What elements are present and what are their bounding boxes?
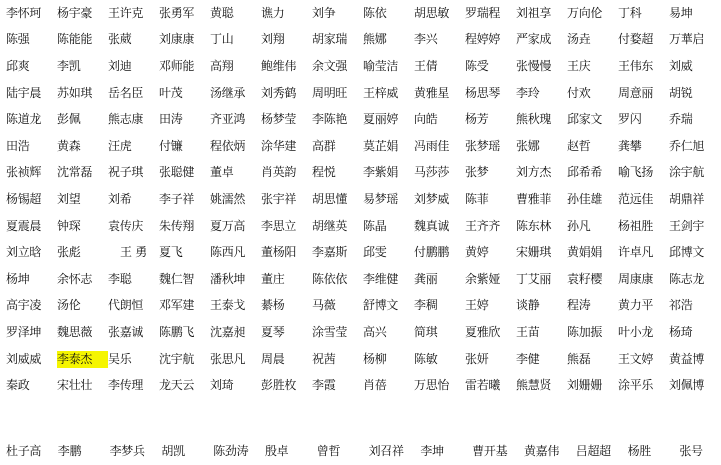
- name-cell: 赵哲: [567, 138, 591, 153]
- bottom-name-cell: 杜子高: [6, 443, 42, 458]
- name-cell: 邱博文: [669, 245, 705, 260]
- name-cell: 马莎莎: [414, 165, 450, 180]
- name-cell: 简琪: [414, 324, 438, 339]
- name-cell: 魏真诚: [414, 218, 450, 233]
- name-cell: 陈加振: [567, 324, 603, 339]
- name-cell: 杨梦莹: [261, 112, 297, 127]
- bottom-name-cell: 黄嘉伟: [523, 443, 560, 458]
- name-cell: 胡继英: [312, 218, 348, 233]
- name-cell: 舒博文: [363, 298, 399, 313]
- name-cell: 熊秋瑰: [516, 112, 552, 127]
- grid-row: [6, 133, 721, 160]
- name-cell: 邱家文: [567, 112, 603, 127]
- name-cell: 丁艾丽: [516, 271, 552, 286]
- bottom-name-cell: 刘召祥: [368, 443, 404, 458]
- name-cell: 余紫娅: [465, 271, 501, 286]
- name-cell: 李稠: [414, 298, 438, 313]
- name-cell: 李紫娟: [363, 165, 399, 180]
- name-cell: 李霞: [312, 378, 336, 393]
- name-cell: 邱希希: [567, 165, 603, 180]
- name-cell: 代朗恒: [108, 298, 144, 313]
- name-cell: 张娜: [516, 138, 540, 153]
- name-cell: 王婷: [465, 298, 489, 313]
- name-cell: 邓师能: [159, 58, 195, 73]
- name-cell: 刘祖享: [516, 5, 552, 20]
- name-cell: 沈常磊: [57, 165, 93, 180]
- name-cell: 沈宇航: [159, 351, 195, 366]
- name-cell: 付镰: [159, 138, 183, 153]
- name-cell: 冯雨佳: [414, 138, 450, 153]
- name-cell: 胡鼎祥: [669, 191, 705, 206]
- name-cell: 王剑宇: [669, 218, 705, 233]
- name-cell: 雷若曦: [465, 378, 501, 393]
- name-cell: 王苗: [516, 324, 540, 339]
- name-cell: 邓军建: [159, 298, 195, 313]
- name-cell: 李健: [516, 351, 540, 366]
- name-cell: 李凯: [57, 58, 81, 73]
- name-cell: 宋壮壮: [57, 378, 93, 393]
- name-cell: 王伟东: [618, 58, 654, 73]
- name-cell: 王梓威: [363, 85, 399, 100]
- name-cell: 熊志康: [108, 112, 144, 127]
- name-cell: 熊娜: [363, 32, 387, 47]
- name-cell: 李子祥: [159, 191, 195, 206]
- name-cell: 王齐齐: [465, 218, 501, 233]
- name-cell: 丁科: [618, 5, 642, 20]
- grid-row: [6, 0, 721, 27]
- name-cell: 宋姗琪: [516, 245, 552, 260]
- name-cell: 李嘉斯: [312, 245, 348, 260]
- name-cell: 苏如琪: [57, 85, 93, 100]
- name-cell: 周晨: [261, 351, 285, 366]
- name-cell: 张葳: [108, 32, 132, 47]
- grid-row: [6, 106, 721, 133]
- name-cell: 刘秀鹤: [261, 85, 297, 100]
- name-cell: 易坤: [669, 5, 693, 20]
- name-cell: 刘立晗: [6, 245, 42, 260]
- name-cell: 熊慧贤: [516, 378, 552, 393]
- name-cell: 祝子琪: [108, 165, 144, 180]
- grid-row: [6, 53, 721, 80]
- grid-row: [6, 293, 721, 320]
- name-cell: 魏仁智: [159, 271, 195, 286]
- grid-row: [6, 266, 721, 293]
- name-cell: 邱雯: [363, 245, 387, 260]
- name-cell: 杨坤: [6, 271, 30, 286]
- name-cell: 陈受: [465, 58, 489, 73]
- bottom-name-cell: 陈劲涛: [213, 443, 249, 458]
- name-cell: 易梦瑶: [363, 191, 399, 206]
- name-cell: 张彪: [57, 245, 81, 260]
- bottom-name-cell: 曾哲: [316, 443, 341, 458]
- name-cell: 汤伦: [57, 298, 81, 313]
- name-cell: 程依炳: [210, 138, 246, 153]
- name-cell: 钟琛: [57, 218, 81, 233]
- name-cell: 肖蓓: [363, 378, 387, 393]
- name-cell: 莫芷娟: [363, 138, 399, 153]
- name-cell: 张嘉诚: [108, 324, 144, 339]
- name-cell: 罗泽坤: [6, 324, 42, 339]
- name-cell: 汤垚: [567, 32, 591, 47]
- name-cell: 姚濡然: [210, 191, 246, 206]
- name-cell: 罗闪: [618, 112, 642, 127]
- name-cell: 綦杨: [261, 298, 285, 313]
- name-cell: 陈强: [6, 32, 30, 47]
- name-cell: 黄婷: [465, 245, 489, 260]
- name-cell: 刘威: [669, 58, 693, 73]
- name-cell: 邱爽: [6, 58, 30, 73]
- name-cell: 万華启: [669, 32, 705, 47]
- name-cell: 涂平乐: [618, 378, 654, 393]
- name-cell: 刘迪: [108, 58, 132, 73]
- name-cell: 付欢: [567, 85, 591, 100]
- name-cell: 王许克: [108, 5, 144, 20]
- name-cell: 向皓: [414, 112, 438, 127]
- name-cell: 付婺超: [618, 32, 654, 47]
- name-cell: 余文强: [312, 58, 348, 73]
- name-cell: 程婷婷: [465, 32, 501, 47]
- name-cell: 李陈艳: [312, 112, 348, 127]
- name-cell: 夏琴: [261, 324, 285, 339]
- name-cell: 刘琦: [210, 378, 234, 393]
- name-cell: 吴乐: [108, 351, 132, 366]
- name-cell: 谯力: [261, 5, 285, 20]
- name-cell: 李聪: [108, 271, 132, 286]
- name-cell: 丁山: [210, 32, 234, 47]
- grid-row: [6, 160, 721, 187]
- name-cell: 杨宇豪: [57, 5, 93, 20]
- name-cell: 乔仁旭: [669, 138, 705, 153]
- name-cell: 叶茂: [159, 85, 183, 100]
- name-cell: 陈西凡: [210, 245, 246, 260]
- name-cell: 杨柳: [363, 351, 387, 366]
- name-cell: 胡思懂: [312, 191, 348, 206]
- name-cell: 万向伦: [567, 5, 603, 20]
- name-cell: 黄力平: [618, 298, 654, 313]
- name-cell: 高翔: [210, 58, 234, 73]
- name-grid: [6, 0, 721, 399]
- name-cell: 谈静: [516, 298, 540, 313]
- grid-row: [6, 186, 721, 213]
- name-cell: 程悦: [312, 165, 336, 180]
- grid-row: [6, 27, 721, 54]
- name-cell: 喻飞扬: [618, 165, 654, 180]
- name-cell: 胡家瑞: [312, 32, 348, 47]
- name-cell: 陈菲: [465, 191, 489, 206]
- name-cell: 熊磊: [567, 351, 591, 366]
- name-cell: 陈鹏飞: [159, 324, 195, 339]
- name-cell: 陈志龙: [669, 271, 705, 286]
- name-cell: 夏震晨: [6, 218, 42, 233]
- name-cell: 涂华建: [261, 138, 297, 153]
- name-cell: 田涛: [159, 112, 183, 127]
- name-cell: 孙佳雄: [567, 191, 603, 206]
- name-cell: 杨锡超: [6, 191, 42, 206]
- name-cell: 杨琦: [669, 324, 693, 339]
- name-cell: 黄益博: [669, 351, 705, 366]
- name-cell: 刘威威: [6, 351, 42, 366]
- bottom-name-cell: 胡凯: [161, 443, 185, 458]
- name-cell: 周康康: [618, 271, 654, 286]
- name-cell: 胡锐: [669, 85, 693, 100]
- name-cell: 汤继承: [210, 85, 246, 100]
- name-cell: 李传理: [108, 378, 144, 393]
- name-cell: 张聪健: [159, 165, 195, 180]
- name-cell: 高宇凌: [6, 298, 42, 313]
- name-cell: 陈依: [363, 5, 387, 20]
- name-cell: 彭佩: [57, 112, 81, 127]
- name-cell: 范远佳: [618, 191, 654, 206]
- name-cell: 肖英韵: [261, 165, 297, 180]
- name-cell: 王文婷: [618, 351, 654, 366]
- name-cell: 严家成: [516, 32, 552, 47]
- name-cell: 杨思琴: [465, 85, 501, 100]
- name-cell: 余怀志: [57, 271, 93, 286]
- bottom-name-cell: 张号: [679, 443, 703, 458]
- name-cell: 汪虎: [108, 138, 132, 153]
- name-cell: 胡思敏: [414, 5, 450, 20]
- name-cell: 岳名臣: [108, 85, 144, 100]
- name-cell: 涂宇航: [669, 165, 705, 180]
- name-cell: 万思怡: [414, 378, 450, 393]
- bottom-name-cell: 殷卓: [264, 443, 289, 458]
- name-cell: 彭胜枚: [261, 378, 297, 393]
- name-cell: 刘望: [57, 191, 81, 206]
- name-cell: 张妍: [465, 351, 489, 366]
- name-cell: 秦政: [6, 378, 30, 393]
- grid-row: [6, 346, 721, 373]
- name-cell: 黄娟娟: [567, 245, 603, 260]
- name-cell: 叶小龙: [618, 324, 654, 339]
- name-cell: 陈道龙: [6, 112, 42, 127]
- name-cell: 李维健: [363, 271, 399, 286]
- highlighted-name-cell: 李泰杰: [57, 351, 108, 368]
- name-cell: 李思立: [261, 218, 297, 233]
- name-cell: 夏飞: [159, 245, 183, 260]
- name-cell: 王倩: [414, 58, 438, 73]
- name-cell: 李玲: [516, 85, 540, 100]
- name-cell: 黄聪: [210, 5, 234, 20]
- name-cell: 孙凡: [567, 218, 591, 233]
- name-cell: 齐亚鸿: [210, 112, 246, 127]
- grid-row: [6, 213, 721, 240]
- name-cell: 刘翔: [261, 32, 285, 47]
- name-cell: 黄雅星: [414, 85, 450, 100]
- name-cell: 龚攀: [618, 138, 642, 153]
- name-cell: 乔瑞: [669, 112, 693, 127]
- name-cell: 高群: [312, 138, 336, 153]
- name-cell: 李兴: [414, 32, 438, 47]
- name-cell: 祁浩: [669, 298, 693, 313]
- name-cell: 喻莹洁: [363, 58, 399, 73]
- name-cell: 刘争: [312, 5, 336, 20]
- name-cell: 高兴: [363, 324, 387, 339]
- name-cell: 张梦瑶: [465, 138, 501, 153]
- name-cell: 陈晶: [363, 218, 387, 233]
- name-cell: 祝茜: [312, 351, 336, 366]
- name-cell: 许卓凡: [618, 245, 654, 260]
- bottom-name-cell: 曹开基: [472, 443, 508, 458]
- name-cell: 杨芳: [465, 112, 489, 127]
- name-cell: 程涛: [567, 298, 591, 313]
- bottom-name-row: [6, 441, 721, 459]
- bottom-name-cell: 李坤: [420, 443, 444, 458]
- name-cell: 龙天云: [159, 378, 195, 393]
- name-cell: 张梦: [465, 165, 489, 180]
- name-cell: 张祯辉: [6, 165, 42, 180]
- name-cell: 刘希: [108, 191, 132, 206]
- bottom-name-cell: 杨胜: [627, 443, 651, 458]
- grid-row: [6, 372, 721, 399]
- name-cell: 张勇军: [159, 5, 195, 20]
- name-cell: 夏万高: [210, 218, 246, 233]
- name-cell: 袁传庆: [108, 218, 144, 233]
- name-cell: 夏雅欣: [465, 324, 501, 339]
- name-cell: 黄森: [57, 138, 81, 153]
- name-cell: 刘梦威: [414, 191, 450, 206]
- name-cell: 陈敏: [414, 351, 438, 366]
- name-cell: 潘秋坤: [210, 271, 246, 286]
- name-cell: 马薇: [312, 298, 336, 313]
- name-cell: 夏丽婷: [363, 112, 399, 127]
- name-cell: 陈能能: [57, 32, 93, 47]
- name-cell: 李怀珂: [6, 5, 42, 20]
- name-cell: 曹雅菲: [516, 191, 552, 206]
- name-cell: 陆宇晨: [6, 85, 42, 100]
- name-cell: 龚丽: [414, 271, 438, 286]
- name-cell: 张思凡: [210, 351, 246, 366]
- name-cell: 沈嘉昶: [210, 324, 246, 339]
- name-cell: 董庄: [261, 271, 285, 286]
- name-cell: 付鹏鹏: [414, 245, 450, 260]
- name-cell: 刘方杰: [516, 165, 552, 180]
- name-cell: 袁籽樱: [567, 271, 603, 286]
- name-cell: 刘姗姗: [567, 378, 603, 393]
- name-cell: 杨祖胜: [618, 218, 654, 233]
- name-cell: 陈依依: [312, 271, 348, 286]
- name-cell: 董卓: [210, 165, 234, 180]
- name-cell: 周明旺: [312, 85, 348, 100]
- name-cell: 陈东林: [516, 218, 552, 233]
- bottom-name-cell: 吕超超: [575, 443, 611, 458]
- name-cell: 周意丽: [618, 85, 654, 100]
- name-cell: 魏思薇: [57, 324, 93, 339]
- bottom-name-cell: 李鹏: [57, 443, 82, 458]
- bottom-name-cell: 李梦兵: [109, 443, 145, 458]
- name-cell: 罗瑞程: [465, 5, 501, 20]
- name-cell: 王泰戈: [210, 298, 246, 313]
- name-cell: 刘康康: [159, 32, 195, 47]
- grid-row: [6, 239, 721, 266]
- name-cell: 王 勇: [120, 245, 147, 260]
- name-cell: 朱传翔: [159, 218, 195, 233]
- grid-row: [6, 319, 721, 346]
- name-cell: 涂雪莹: [312, 324, 348, 339]
- name-cell: 田浩: [6, 138, 30, 153]
- name-cell: 王庆: [567, 58, 591, 73]
- grid-row: [6, 80, 721, 107]
- name-cell: 董杨阳: [261, 245, 297, 260]
- name-cell: 鲍维伟: [261, 58, 297, 73]
- name-cell: 刘佩博: [669, 378, 705, 393]
- name-cell: 张慢慢: [516, 58, 552, 73]
- name-cell: 张宇祥: [261, 191, 297, 206]
